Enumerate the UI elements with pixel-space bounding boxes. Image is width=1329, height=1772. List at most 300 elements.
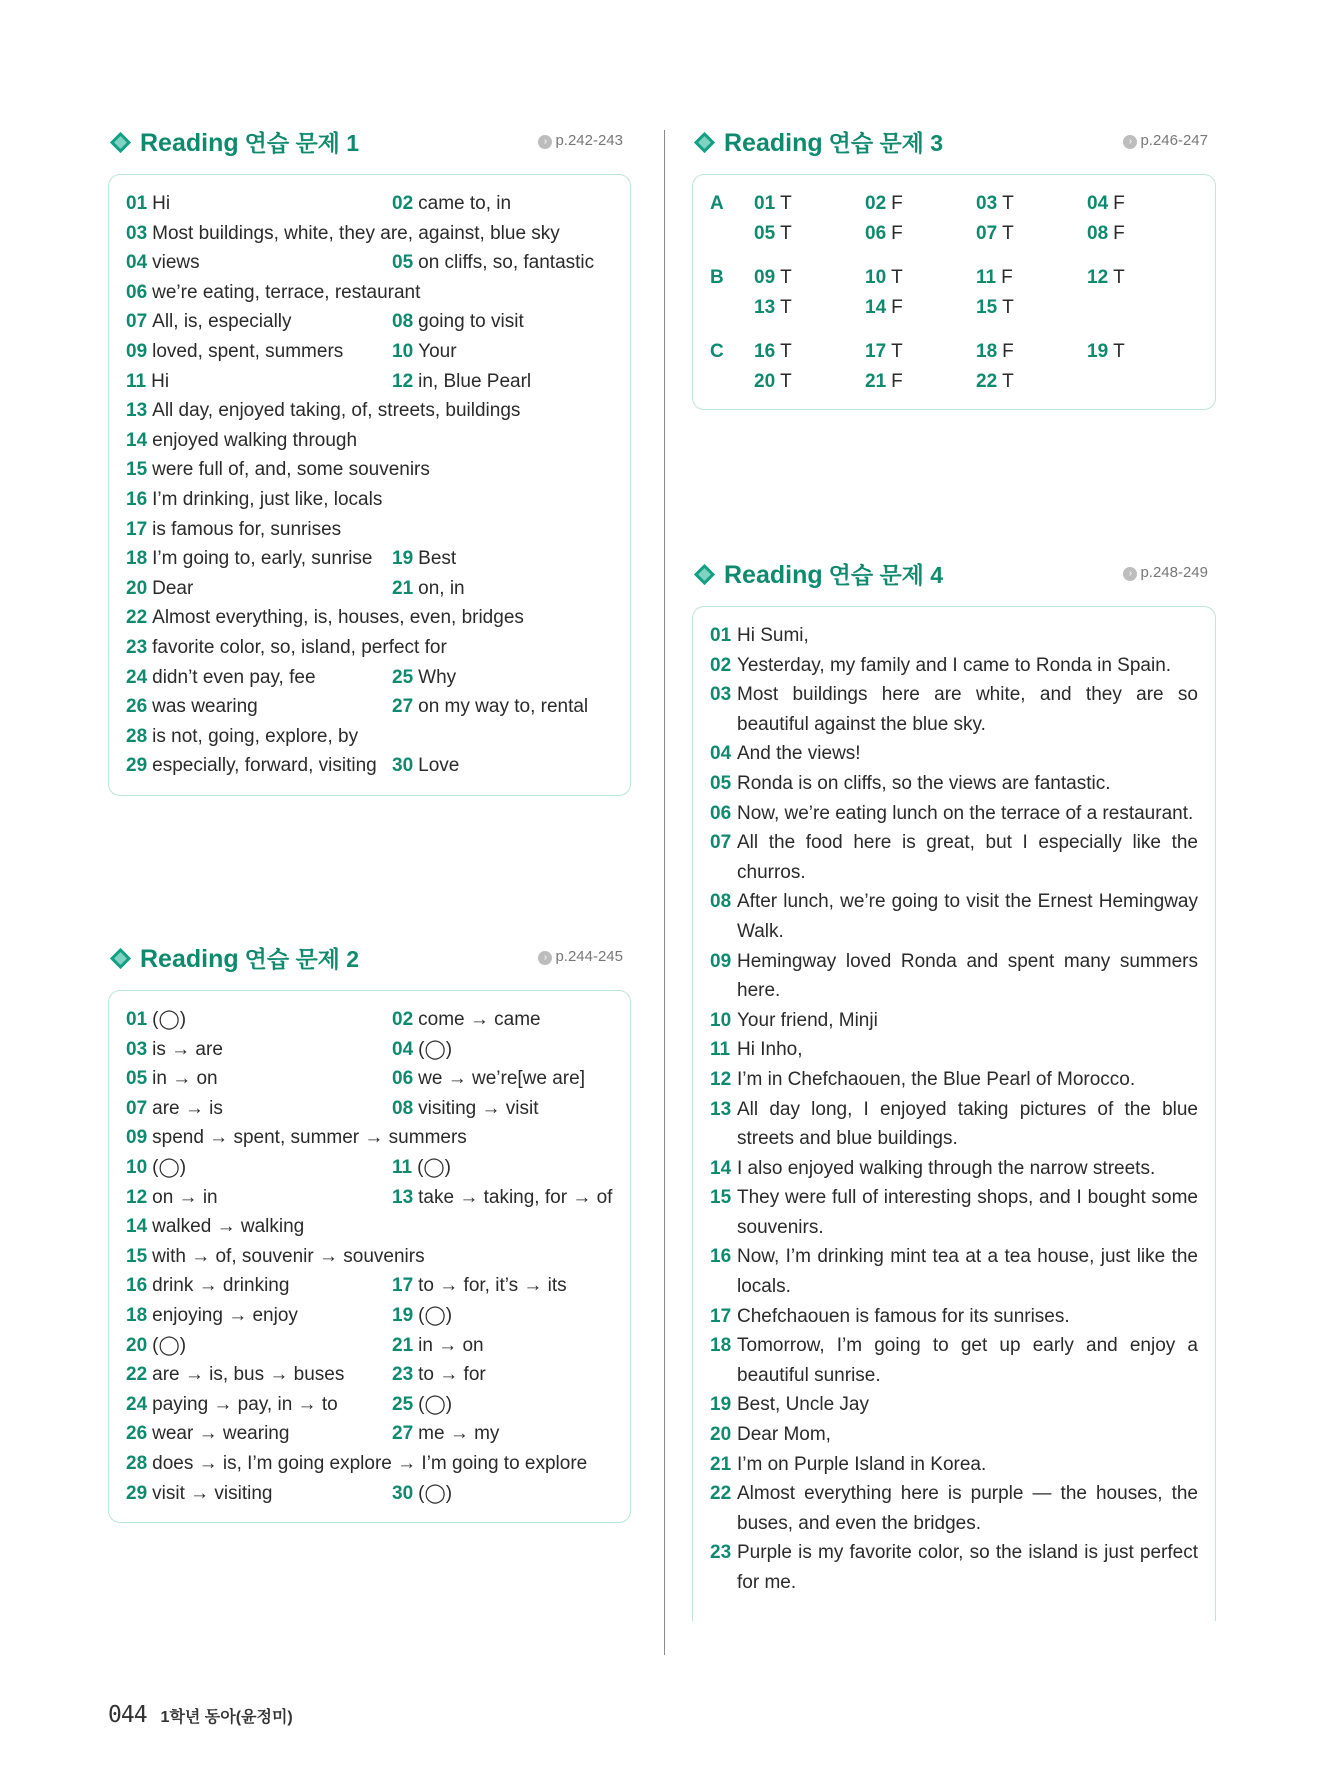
answer-row (126, 722, 613, 752)
answer-text: come → came (418, 1009, 541, 1030)
answer-text: is not, going, explore, by (152, 725, 359, 747)
tf-item (976, 367, 1087, 397)
item-number: 14 (710, 1157, 732, 1179)
tf-item (865, 189, 976, 219)
item-number: 01 (754, 193, 776, 214)
answer-row (126, 189, 613, 219)
answer-text: are → is, bus → buses (152, 1364, 345, 1386)
item-number: 08 (1087, 222, 1109, 244)
item-number: 21 (392, 577, 414, 599)
answer-text: going to visit (418, 311, 524, 333)
sentence-item (710, 1538, 1198, 1597)
answer-cell (392, 574, 465, 604)
item-number: 18 (710, 1335, 732, 1357)
section-3-title: Reading 연습 문제 3 (724, 129, 944, 157)
item-number: 19 (392, 1304, 414, 1326)
answer-cell (392, 1094, 539, 1124)
tf-value: F (1113, 222, 1125, 244)
sentence-text: Tomorrow, I’m going to get up early and enjoy a beautiful sunrise. (737, 1335, 1198, 1386)
answer-cell (392, 1153, 451, 1183)
item-number: 16 (126, 1275, 148, 1297)
answer-text: didn’t even pay, fee (152, 666, 316, 688)
answer-cell (126, 426, 357, 456)
sentence-text: Dear Mom, (737, 1424, 831, 1446)
item-number: 06 (710, 802, 732, 824)
item-number: 11 (126, 370, 147, 392)
answer-row (126, 1390, 613, 1420)
sentence-item (710, 947, 1198, 1006)
item-number: 01 (126, 193, 148, 214)
answer-text: we → we’re[we are] (418, 1068, 585, 1090)
tf-value: F (891, 296, 903, 318)
tf-value: T (1113, 267, 1125, 289)
sentence-item (710, 621, 1198, 651)
sentence-item (710, 1450, 1198, 1480)
tf-grid (754, 337, 1198, 396)
answer-row (126, 307, 613, 337)
answer-row (126, 1360, 613, 1390)
item-number: 04 (126, 252, 148, 274)
sentence-item (710, 651, 1198, 681)
diamond-icon (108, 946, 134, 972)
item-number: 19 (710, 1394, 732, 1416)
sentence-text: I’m in Chefchaouen, the Blue Pearl of Morocco. (737, 1068, 1136, 1090)
answer-row (126, 1005, 613, 1035)
section-2-title: Reading 연습 문제 2 (140, 945, 360, 973)
answer-text: with → of, souvenir → souvenirs (152, 1245, 425, 1267)
answer-text: we’re eating, terrace, restaurant (152, 281, 421, 303)
answer-row (126, 603, 613, 633)
item-number: 14 (126, 429, 148, 451)
answer-text: in → on (152, 1068, 218, 1090)
tf-value: T (780, 193, 792, 214)
sentence-item (710, 1479, 1198, 1538)
tf-item (754, 189, 865, 219)
section-3-header (692, 124, 1216, 164)
tf-value: F (1113, 193, 1125, 214)
item-number: 27 (392, 1423, 414, 1445)
tf-item (1087, 337, 1198, 367)
answer-cell (392, 1035, 452, 1065)
item-number: 06 (126, 281, 148, 303)
sentence-item (710, 769, 1198, 799)
item-number: 07 (976, 222, 998, 244)
item-number: 24 (126, 666, 148, 688)
item-number: 23 (710, 1542, 732, 1564)
sentence-item (710, 1302, 1198, 1332)
item-number: 18 (126, 1304, 148, 1326)
answer-row (126, 219, 613, 249)
item-number: 20 (754, 370, 776, 392)
item-number: 10 (126, 1156, 148, 1178)
answer-cell (126, 603, 524, 633)
tf-item (1087, 263, 1198, 293)
answer-row (126, 1479, 613, 1509)
sentence-text: And the views! (737, 743, 861, 765)
answer-cell (126, 1242, 425, 1272)
item-number: 06 (865, 222, 887, 244)
answer-cell (392, 367, 531, 397)
answer-text: is → are (152, 1038, 223, 1060)
answer-row (126, 663, 613, 693)
item-number: 06 (392, 1068, 414, 1090)
item-number: 28 (126, 1452, 148, 1474)
sentence-text: I also enjoyed walking through the narrow streets. (737, 1157, 1156, 1179)
tf-item (754, 293, 865, 323)
sentence-item (710, 1242, 1198, 1301)
answer-text: drink → drinking (152, 1275, 290, 1297)
answer-cell (392, 1331, 484, 1361)
answer-text: (◯) (418, 1482, 453, 1504)
tf-value: T (1002, 193, 1014, 214)
answer-cell (392, 1479, 452, 1509)
tf-item (865, 219, 976, 249)
tf-item (865, 337, 976, 367)
tf-item (865, 293, 976, 323)
sentence-text: After lunch, we’re going to visit the Ernest Hemingway Walk. (737, 891, 1198, 942)
answer-cell (392, 663, 456, 693)
item-number: 01 (126, 1009, 148, 1030)
item-number: 09 (754, 267, 776, 289)
item-number: 17 (865, 341, 887, 363)
answer-row (126, 1064, 613, 1094)
tf-value: F (891, 370, 903, 392)
section-2-page-ref: › p.244-245 (538, 948, 623, 965)
answer-text: especially, forward, visiting (152, 755, 377, 777)
answer-cell (392, 248, 594, 278)
sentence-text: Best, Uncle Jay (737, 1394, 869, 1416)
item-number: 22 (126, 607, 148, 629)
tf-grid (754, 189, 1198, 248)
tf-value: T (780, 222, 792, 244)
item-number: 11 (976, 267, 997, 289)
section-1-page-ref: › p.242-243 (538, 132, 623, 149)
sentence-text: Hi Inho, (737, 1039, 803, 1061)
answer-cell (392, 1360, 486, 1390)
answer-text: walked → walking (152, 1216, 305, 1238)
item-number: 27 (392, 696, 414, 718)
answer-row (126, 337, 613, 367)
answer-row (126, 426, 613, 456)
answer-cell (126, 1331, 392, 1361)
answer-text: visiting → visit (418, 1097, 539, 1119)
item-number: 12 (1087, 267, 1109, 289)
answer-text: (◯) (418, 1393, 453, 1415)
section-2 (108, 940, 631, 1523)
answer-row (126, 1331, 613, 1361)
answer-cell (126, 1094, 392, 1124)
item-number: 08 (392, 311, 414, 333)
answer-text: Why (418, 666, 457, 688)
tf-item (865, 367, 976, 397)
sentence-text: All day long, I enjoyed taking pictures of the blue streets and blue buildings. (737, 1098, 1198, 1150)
answer-text: are → is (152, 1097, 223, 1119)
sentence-text: I’m on Purple Island in Korea. (737, 1453, 987, 1475)
section-1-answer-box (108, 174, 631, 796)
item-number: 09 (710, 950, 732, 972)
item-number: 05 (126, 1068, 148, 1090)
item-number: 21 (865, 370, 887, 392)
tf-group (710, 189, 1198, 248)
arrow-right-icon: › (1123, 135, 1137, 149)
arrow-right-icon: › (1123, 567, 1137, 581)
item-number: 12 (126, 1186, 148, 1208)
item-number: 03 (126, 222, 148, 244)
answer-text: on → in (152, 1186, 218, 1208)
item-number: 21 (710, 1453, 732, 1475)
item-number: 02 (865, 193, 887, 214)
answer-cell (126, 1360, 392, 1390)
group-label: C (710, 341, 724, 363)
item-number: 15 (126, 1245, 148, 1267)
sentence-item (710, 1095, 1198, 1154)
answer-text: enjoying → enjoy (152, 1304, 298, 1326)
tf-value: F (1001, 267, 1013, 289)
item-number: 04 (710, 743, 732, 765)
group-label: A (710, 193, 724, 214)
answer-cell (392, 1183, 612, 1213)
answer-text: (◯) (152, 1156, 187, 1178)
tf-value: F (891, 193, 903, 214)
sentence-text: Chefchaouen is famous for its sunrises. (737, 1305, 1070, 1327)
item-number: 18 (976, 341, 998, 363)
section-1 (108, 124, 631, 796)
tf-value: T (780, 296, 792, 318)
section-4-title: Reading 연습 문제 4 (724, 561, 944, 589)
section-4 (692, 556, 1216, 1621)
page-footer (108, 1702, 293, 1728)
item-number: 05 (392, 252, 414, 274)
answer-cell (126, 189, 392, 219)
answer-row (126, 455, 613, 485)
answer-row (126, 367, 613, 397)
sentence-item (710, 828, 1198, 887)
diamond-icon (692, 562, 718, 588)
answer-row (126, 278, 613, 308)
answer-cell (126, 633, 447, 663)
answer-cell (126, 219, 560, 249)
tf-value: T (780, 267, 792, 289)
answer-row (126, 1242, 613, 1272)
answer-text: were full of, and, some souvenirs (152, 459, 430, 481)
tf-value: T (780, 370, 792, 392)
answer-row (126, 1153, 613, 1183)
answer-cell (126, 1212, 304, 1242)
section-4-page-ref: › p.248-249 (1123, 564, 1208, 581)
tf-value: T (1002, 296, 1014, 318)
item-number: 07 (710, 832, 732, 854)
item-number: 16 (126, 488, 148, 510)
answer-text: spend → spent, summer → summers (152, 1127, 467, 1149)
item-number: 26 (126, 696, 148, 718)
answer-text: I’m going to, early, sunrise (152, 548, 373, 570)
answer-cell (126, 574, 392, 604)
tf-value: T (891, 341, 903, 363)
diamond-icon (108, 130, 134, 156)
answer-cell (126, 307, 392, 337)
item-number: 10 (710, 1009, 732, 1031)
column-divider (664, 130, 665, 1655)
answer-cell (126, 485, 382, 515)
sentence-item (710, 1065, 1198, 1095)
item-number: 15 (976, 296, 998, 318)
answer-text: came to, in (418, 193, 512, 214)
sentence-text: They were full of interesting shops, and I bought some souvenirs. (737, 1187, 1198, 1238)
item-number: 08 (710, 891, 732, 913)
answer-cell (126, 1005, 392, 1035)
answer-text: in → on (418, 1334, 484, 1356)
answer-text: (◯) (418, 1038, 453, 1060)
answer-text: Dear (152, 577, 194, 599)
item-number: 25 (392, 1393, 414, 1415)
item-number: 20 (126, 1334, 148, 1356)
item-number: 10 (865, 267, 887, 289)
tf-item (1087, 219, 1198, 249)
answer-row (126, 1094, 613, 1124)
answer-cell (126, 1479, 392, 1509)
tf-item (976, 293, 1087, 323)
answer-text: Love (418, 755, 460, 777)
answer-text: to → for (418, 1364, 486, 1386)
item-number: 22 (710, 1483, 732, 1505)
sentence-text: Now, we’re eating lunch on the terrace of a restaurant. (737, 802, 1194, 824)
answer-text: me → my (418, 1423, 500, 1445)
item-number: 28 (126, 725, 148, 747)
sentence-text: Ronda is on cliffs, so the views are fantastic. (737, 772, 1111, 794)
answer-cell (126, 1183, 392, 1213)
item-number: 07 (126, 1097, 148, 1119)
answer-text: All, is, especially (152, 311, 292, 333)
sentence-text: Most buildings here are white, and they are so beautiful against the blue sky. (737, 684, 1198, 735)
answer-cell (392, 337, 457, 367)
section-2-answer-box (108, 990, 631, 1523)
book-title: 1학년 동아(윤정미) (160, 1709, 293, 1726)
answer-cell (126, 1301, 392, 1331)
answer-text: on cliffs, so, fantastic (418, 252, 595, 274)
answer-cell (392, 307, 524, 337)
sentence-item (710, 1331, 1198, 1390)
item-number: 04 (1087, 193, 1109, 214)
item-number: 30 (392, 1482, 414, 1504)
answer-text: paying → pay, in → to (152, 1393, 338, 1415)
tf-item (754, 263, 865, 293)
tf-item (976, 263, 1087, 293)
tf-item (1087, 189, 1198, 219)
answer-row (126, 485, 613, 515)
answer-text: Your (418, 340, 457, 362)
sentence-text: Almost everything here is purple — the houses, the buses, and even the bridges. (737, 1483, 1198, 1534)
sentence-text: Now, I’m drinking mint tea at a tea house, just like the locals. (737, 1246, 1198, 1298)
sentence-text: Yesterday, my family and I came to Ronda in Spain. (737, 654, 1172, 676)
answer-text: to → for, it’s → its (418, 1275, 567, 1297)
item-number: 25 (392, 666, 414, 688)
item-number: 17 (126, 518, 148, 540)
tf-item (865, 263, 976, 293)
sentence-item (710, 1183, 1198, 1242)
item-number: 03 (126, 1038, 148, 1060)
item-number: 02 (392, 1009, 414, 1030)
sentence-text: Purple is my favorite color, so the island is just perfect for me. (737, 1542, 1198, 1593)
answer-row (126, 692, 613, 722)
answer-cell (126, 396, 520, 426)
answer-cell (126, 722, 358, 752)
item-number: 21 (392, 1334, 414, 1356)
tf-value: T (1002, 222, 1014, 244)
diamond-icon (692, 130, 718, 156)
answer-cell (126, 1449, 587, 1479)
answer-row (126, 515, 613, 545)
section-2-header (108, 940, 631, 980)
answer-cell (126, 663, 392, 693)
answer-text: views (152, 252, 200, 274)
item-number: 02 (710, 654, 732, 676)
answer-cell (126, 544, 392, 574)
tf-item (754, 219, 865, 249)
sentence-item (710, 887, 1198, 946)
answer-row (126, 751, 613, 781)
item-number: 17 (392, 1275, 414, 1297)
answer-text: (◯) (418, 1304, 453, 1326)
answer-text: does → is, I’m going explore → I’m going to explore (152, 1452, 588, 1474)
answer-row (126, 574, 613, 604)
item-number: 19 (392, 548, 414, 570)
answer-cell (126, 751, 392, 781)
answer-row (126, 544, 613, 574)
item-number: 24 (126, 1393, 148, 1415)
page-number: 044 (108, 1702, 147, 1728)
answer-text: in, Blue Pearl (418, 370, 532, 392)
answer-cell (126, 515, 341, 545)
answer-cell (392, 1271, 567, 1301)
arrow-right-icon: › (538, 951, 552, 965)
answer-text: All day, enjoyed taking, of, streets, buildings (152, 400, 521, 422)
answer-text: Almost everything, is, houses, even, bridges (152, 607, 524, 629)
item-number: 17 (710, 1305, 732, 1327)
answer-text: Best (418, 548, 457, 570)
section-3-page-ref: › p.246-247 (1123, 132, 1208, 149)
answer-cell (126, 337, 392, 367)
tf-grid (754, 263, 1198, 322)
answer-row (126, 396, 613, 426)
answer-cell (126, 1064, 392, 1094)
answer-cell (126, 367, 392, 397)
answer-row (126, 1123, 613, 1153)
item-number: 04 (392, 1038, 414, 1060)
item-number: 29 (126, 755, 148, 777)
answer-cell (392, 1390, 452, 1420)
answer-cell (392, 544, 456, 574)
answer-cell (126, 1153, 392, 1183)
tf-value: T (1002, 370, 1014, 392)
answer-cell (126, 1390, 392, 1420)
answer-cell (392, 751, 459, 781)
answer-text: wear → wearing (152, 1423, 290, 1445)
item-number: 18 (126, 548, 148, 570)
item-number: 16 (754, 341, 776, 363)
item-number: 14 (865, 296, 887, 318)
item-number: 09 (126, 340, 148, 362)
arrow-right-icon: › (538, 135, 552, 149)
item-number: 26 (126, 1423, 148, 1445)
item-number: 19 (1087, 341, 1109, 363)
section-4-header (692, 556, 1216, 596)
answer-cell (126, 1123, 467, 1153)
answer-cell (126, 248, 392, 278)
item-number: 15 (126, 459, 148, 481)
answer-text: favorite color, so, island, perfect for (152, 636, 447, 658)
item-number: 13 (126, 400, 148, 422)
answer-cell (126, 455, 430, 485)
